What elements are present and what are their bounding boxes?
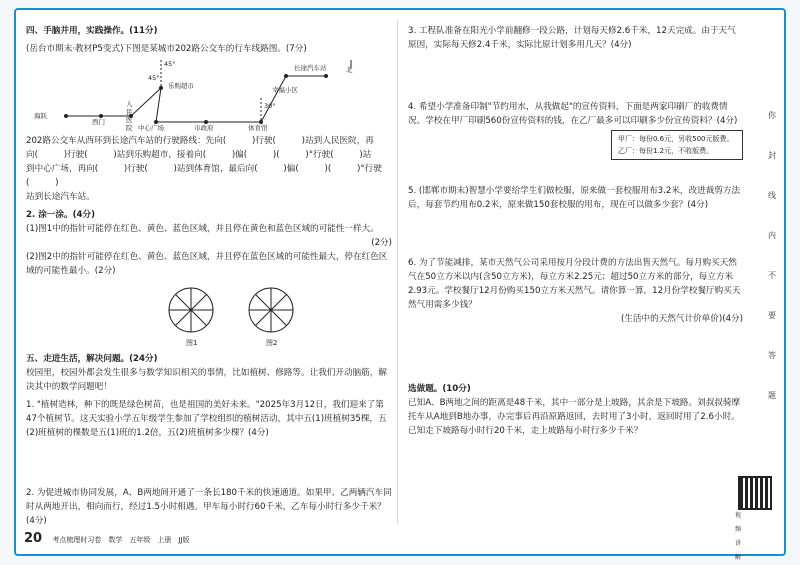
- route-map-lines: [26, 58, 392, 130]
- margin-char: 你: [768, 111, 776, 120]
- section-4-title: 四、手脑并用，实践操作。(11分): [26, 26, 158, 36]
- margin-char: 内: [768, 231, 776, 240]
- map-label: 中心广场: [138, 124, 164, 132]
- section-5-title: 五、走进生活，解决问题。(24分): [26, 354, 158, 364]
- right-column: [408, 24, 743, 561]
- worksheet-page: [14, 8, 786, 561]
- angle-label: 45°: [148, 74, 160, 82]
- footer-text: 考点梳理时习卷 数学 五年级 上册 JJ版: [52, 536, 190, 544]
- map-label: 乐购超市: [168, 82, 194, 90]
- map-label: 幸福小区: [272, 86, 298, 94]
- question-1-text: (岳台市期末·教材P5变式)下图是某城市202路公交车的行车线路图。(7分): [26, 44, 307, 54]
- margin-char: 线: [768, 191, 776, 200]
- column-divider: [397, 20, 398, 524]
- bus-route-map: [26, 58, 392, 130]
- question-2b-text: (2)图2中的指针可能停在红色、黄色、蓝色区域，并且停在蓝色区域的可能性最大，停在红色区域的可能性最小。(2分): [26, 252, 388, 276]
- question-6-note: (生活中的天然气计价单价)(4分): [620, 314, 743, 324]
- question-5-2-text: 2. 为促进城市协同发展，A、B两地间开通了一条长180千米的快速通道。如果甲、乙两辆汽车同时从两地开出，相向而行，经过1.5小时相遇。甲车每小时行60千米，乙车每小时行多少千米？(4分): [26, 488, 392, 526]
- map-label: 市政府: [194, 124, 214, 132]
- optional-question-title: 选做题。(10分): [408, 384, 471, 394]
- question-2a-text: (1)图1中的指针可能停在红色、黄色、蓝色区域，并且停在黄色和蓝色区域的可能性一样大。: [26, 224, 379, 234]
- qr-code-label: 视频讲解: [735, 512, 742, 561]
- page-number: 20: [24, 531, 43, 546]
- printing-price-box: [611, 130, 743, 160]
- question-5-1-text: 1. "植树造林，种下的既是绿色树苗，也是祖国的美好未来。"2025年3月12日，我们迎来了第47个植树节。这天实验小学五年级学生参加了学校组织的植树活动，其中五(1)班植树35棵，五(2)班植树的棵数是五(1)班的1.2倍，五(2)班植树多少棵？(4分): [26, 400, 387, 438]
- section-5-intro: 校园里，校园外都会发生很多与数学知识相关的事情，比如植树、修路等。让我们开动脑筋，解决其中的数学问题吧！: [26, 368, 387, 392]
- page-footer: [24, 531, 189, 546]
- question-1-fill-line: 站到长途汽车站。: [26, 192, 95, 202]
- question-2a-mark: (2分): [371, 238, 392, 248]
- figure-1-caption: 图1: [186, 339, 198, 347]
- margin-char: 要: [768, 311, 776, 320]
- map-label: 长途汽车站: [294, 64, 327, 72]
- qr-code-icon[interactable]: [738, 476, 772, 510]
- map-label: 体育馆: [248, 124, 268, 132]
- map-label: 北: [346, 66, 353, 74]
- angle-label: 45°: [164, 60, 176, 68]
- question-1-fill-line: 202路公交车从西环到长途汽车站的行驶路线：先向( )行驶( )站到人民医院，再: [26, 136, 374, 146]
- question-4-text: 4. 希望小学准备印制"节约用水，从我做起"的宣传资料，下面是两家印刷厂的收费情况。学校在甲厂印刷560份宣传资料的钱，在乙厂最多可以印刷多少份宣传资料？(4分): [408, 102, 738, 126]
- question-6-text: 6. 为了节能减排，某市天然气公司采用按月分段计费的方法出售天然气。每月购买天然气在50立方米以内(含50立方米)，每立方米2.25元；超过50立方米的部分，每立方米2.93元。学校餐厅12月份购买150立方米天然气。请你算一算，12月份学校餐厅购买天然气用需多少钱？: [408, 258, 741, 310]
- spinner-drawings: [26, 284, 392, 348]
- margin-char: 答: [768, 351, 776, 360]
- map-label: 海跃: [34, 112, 47, 120]
- question-1-fill-line: 到中心广场，再向( )行驶( )站到体育馆，最后向( )偏( )( )°行驶( ): [26, 164, 382, 188]
- question-3-text: 3. 工程队准备在阳光小学前翻修一段公路，计划每天修2.6千米，12天完成。由于天气原因，实际每天修2.4千米，实际比原计划多用几天？(4分): [408, 26, 736, 50]
- margin-char: 不: [768, 271, 776, 280]
- optional-question-text: 已知A、B两地之间的距离是48千米，其中一部分是上坡路，其余是下坡路。刘叔叔骑摩托车从A地到B地办事，办完事后再沿原路返回，去时用了3小时，返回时用了2.6小时。已知走下坡路每小时行20千米，走上坡路每小时行多少千米？: [408, 398, 741, 436]
- question-5-text: 5. (邯郸市期末)智慧小学要给学生们做校服，原来做一套校服用布3.2米，改进裁剪方法后，每套节约用布0.2米，原来做150套校服的用布，现在可以做多少套？(4分): [408, 186, 741, 210]
- spinner-figures: [26, 284, 392, 348]
- left-column: [26, 24, 392, 528]
- angle-label: 30°: [264, 102, 276, 110]
- map-label: 西门: [92, 118, 105, 126]
- binding-margin-note: [764, 110, 780, 430]
- map-label: 人民医院: [126, 100, 133, 132]
- margin-char: 封: [768, 151, 776, 160]
- margin-char: 题: [768, 391, 776, 400]
- question-1-fill-line: 向( )行驶( )站到乐购超市，接着向( )偏( )( )°行驶( )站: [26, 150, 372, 160]
- price-line-a: 甲厂：每份0.6元，另收500元版费。: [618, 135, 734, 143]
- price-line-b: 乙厂：每份1.2元，不收版费。: [618, 147, 714, 155]
- question-2-title: 2. 涂一涂。(4分): [26, 210, 96, 220]
- figure-2-caption: 图2: [266, 339, 278, 347]
